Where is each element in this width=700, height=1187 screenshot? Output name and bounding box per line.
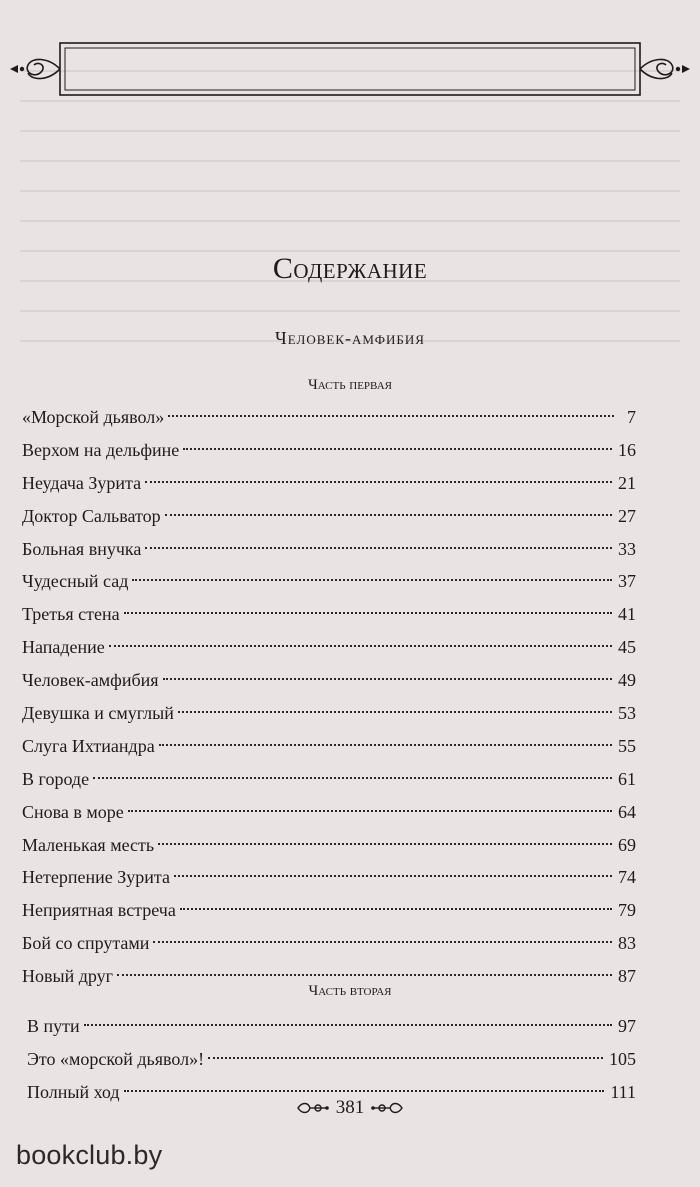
right-ornament-icon <box>370 1100 404 1116</box>
toc-entry-title: Человек-амфибия <box>22 670 159 691</box>
dot-leader <box>208 1057 603 1059</box>
toc-entry <box>22 894 636 927</box>
toc-entry-page: 61 <box>618 768 636 789</box>
toc-entry-page: 105 <box>609 1048 636 1069</box>
page-footer <box>0 1097 700 1119</box>
toc-entry-page: 83 <box>618 933 636 954</box>
toc-entry-page: 7 <box>627 407 636 427</box>
toc-entry-page: 33 <box>618 538 636 559</box>
ornamental-header-frame <box>10 35 690 105</box>
toc-entry <box>22 500 636 533</box>
toc-entry-title: Снова в море <box>22 801 124 822</box>
page-title: Содержание <box>272 252 428 285</box>
left-ornament-icon <box>296 1100 330 1116</box>
toc-entry-page: 49 <box>618 670 636 691</box>
toc-entry-title: Это «морской дьявол»! <box>27 1048 205 1069</box>
toc-entry-title: Третья стена <box>22 604 120 625</box>
toc-entry-title: Полный ход <box>27 1081 120 1102</box>
dot-leader <box>153 941 612 943</box>
dot-leader <box>124 612 612 614</box>
dot-leader <box>183 448 612 450</box>
toc-entry-title: Нетерпение Зурита <box>22 867 170 888</box>
toc-entry <box>22 467 636 500</box>
toc-entry-title: Новый друг <box>22 966 114 987</box>
dot-leader <box>117 974 612 976</box>
toc-entry-title: Слуга Ихтиандра <box>22 735 155 756</box>
toc-entry-page: 55 <box>618 735 636 756</box>
toc-entry-title: В пути <box>27 1016 80 1036</box>
dot-leader <box>158 843 612 845</box>
toc-entry-page: 111 <box>610 1081 636 1102</box>
toc-entry <box>22 664 636 697</box>
dot-leader <box>178 711 612 713</box>
dot-leader <box>109 645 612 647</box>
dot-leader <box>168 415 614 417</box>
toc-entry <box>22 861 636 894</box>
toc-entry-page: 16 <box>618 439 636 460</box>
toc-entry-title: Бой со спрутами <box>22 933 150 954</box>
toc-entry <box>22 763 636 796</box>
toc-part-two <box>27 1010 636 1109</box>
toc-entry <box>22 697 636 730</box>
toc-entry-page: 97 <box>618 1016 636 1036</box>
dot-leader <box>93 777 612 779</box>
toc-entry-title: Девушка и смуглый <box>22 703 174 724</box>
toc-entry-title: Неудача Зурита <box>22 472 142 493</box>
toc-entry <box>22 598 636 631</box>
dot-leader <box>145 547 612 549</box>
toc-entry-title: Нападение <box>22 637 105 658</box>
section-title: Человек-амфибия <box>275 328 425 348</box>
watermark: bookclub.by <box>16 1140 163 1170</box>
toc-entry-page: 87 <box>618 966 636 987</box>
show-through-text <box>20 70 680 370</box>
toc-entry <box>22 401 636 434</box>
page-number: 381 <box>335 1097 365 1118</box>
part-two-heading: Часть вторая <box>308 983 392 999</box>
part-one-heading: Часть первая <box>308 377 392 393</box>
toc-entry <box>22 829 636 862</box>
dot-leader <box>165 514 612 516</box>
toc-entry-title: Неприятная встреча <box>22 900 176 921</box>
toc-entry-title: Маленькая месть <box>22 834 155 855</box>
toc-entry-title: Больная внучка <box>22 538 142 559</box>
toc-entry-page: 79 <box>618 900 636 921</box>
toc-entry-page: 21 <box>618 472 636 493</box>
toc-entry <box>22 730 636 763</box>
toc-entry-title: Верхом на дельфине <box>22 439 180 460</box>
toc-entry-title: Чудесный сад <box>22 571 129 592</box>
toc-entry-page: 64 <box>618 801 636 822</box>
dot-leader <box>124 1090 605 1092</box>
dot-leader <box>128 810 612 812</box>
toc-entry <box>27 1043 636 1076</box>
dot-leader <box>84 1024 612 1026</box>
dot-leader <box>174 875 612 877</box>
toc-entry <box>22 434 636 467</box>
toc-entry-page: 74 <box>618 867 636 888</box>
toc-entry-page: 69 <box>618 834 636 855</box>
toc-entry <box>22 927 636 960</box>
dot-leader <box>163 678 612 680</box>
toc-entry <box>22 631 636 664</box>
toc-entry-page: 27 <box>618 505 636 526</box>
toc-entry-title: Доктор Сальватор <box>22 505 161 526</box>
dot-leader <box>132 579 612 581</box>
toc-entry-page: 45 <box>618 637 636 658</box>
toc-entry-title: В городе <box>22 768 90 789</box>
toc-entry <box>22 565 636 598</box>
toc-entry <box>27 1010 636 1043</box>
toc-entry <box>22 796 636 829</box>
toc-entry <box>22 533 636 566</box>
toc-entry-title: «Морской дьявол» <box>22 407 165 427</box>
toc-part-one <box>22 401 636 993</box>
dot-leader <box>159 744 612 746</box>
toc-entry-page: 41 <box>618 604 636 625</box>
dot-leader <box>145 481 612 483</box>
toc-entry-page: 53 <box>618 703 636 724</box>
dot-leader <box>180 908 612 910</box>
toc-entry-page: 37 <box>618 571 636 592</box>
